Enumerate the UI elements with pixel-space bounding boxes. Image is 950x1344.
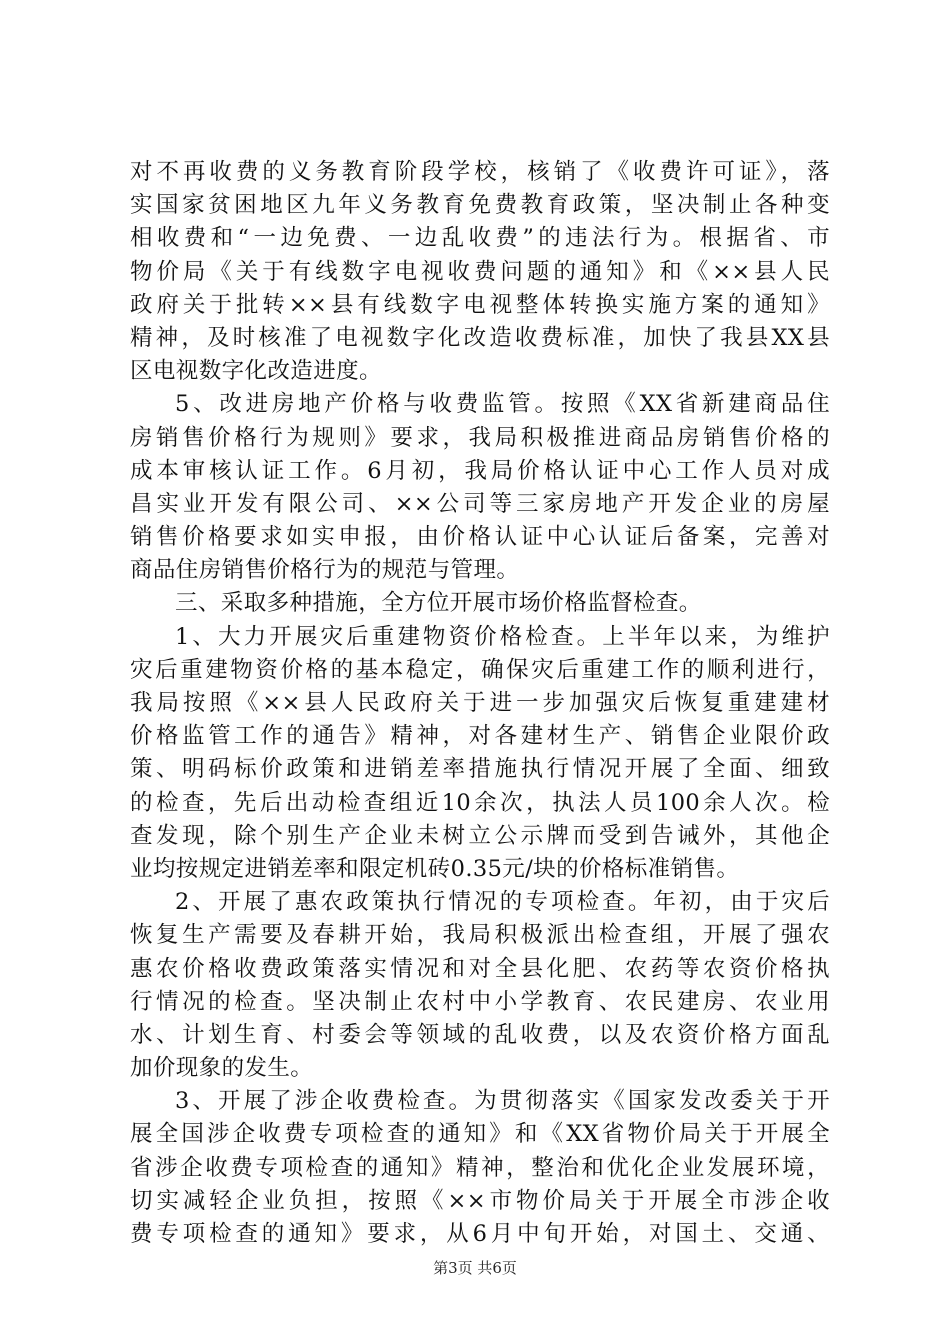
text-line: 政府关于批转××县有线数字电视整体转换实施方案的通知》 xyxy=(130,291,830,318)
text-line: 5、改进房地产价格与收费监管。按照《XX省新建商品住 xyxy=(175,391,830,418)
text-line: 的检查，先后出动检查组近10余次，执法人员100余人次。检 xyxy=(130,789,830,816)
text-line: 物价局《关于有线数字电视收费问题的通知》和《××县人民 xyxy=(130,258,830,285)
text-line: 1、大力开展灾后重建物资价格检查。上半年以来，为维护 xyxy=(175,623,830,650)
text-line: 区电视数字化改造进度。 xyxy=(130,358,382,385)
text-line: 2、开展了惠农政策执行情况的专项检查。年初，由于灾后 xyxy=(175,889,830,916)
document-body xyxy=(130,156,830,1251)
text-line: 房销售价格行为规则》要求，我局积极推进商品房销售价格的 xyxy=(130,424,830,451)
text-line: 价格监管工作的通告》精神，对各建材生产、销售企业限价政 xyxy=(130,723,830,750)
text-line: 商品住房销售价格行为的规范与管理。 xyxy=(130,557,520,584)
text-line: 业均按规定进销差率和限定机砖0.35元/块的价格标准销售。 xyxy=(130,855,740,882)
text-line: 行情况的检查。坚决制止农村中小学教育、农民建房、农业用 xyxy=(130,988,830,1015)
text-line: 精神，及时核准了电视数字化改造收费标准，加快了我县XX县 xyxy=(130,324,830,351)
text-line: 相收费和“一边免费、一边乱收费”的违法行为。根据省、市 xyxy=(130,225,830,252)
page-footer: 第3页 共6页 xyxy=(433,1259,517,1277)
text-line: 3、开展了涉企收费检查。为贯彻落实《国家发改委关于开 xyxy=(175,1088,830,1115)
text-line: 展全国涉企收费专项检查的通知》和《XX省物价局关于开展全 xyxy=(130,1121,830,1148)
text-line: 省涉企收费专项检查的通知》精神，整治和优化企业发展环境， xyxy=(130,1154,830,1181)
text-line: 销售价格要求如实申报，由价格认证中心认证后备案，完善对 xyxy=(130,524,830,551)
text-line: 加价现象的发生。 xyxy=(130,1055,314,1082)
text-line: 灾后重建物资价格的基本稳定，确保灾后重建工作的顺利进行， xyxy=(130,656,830,683)
text-line: 实国家贫困地区九年义务教育免费教育政策，坚决制止各种变 xyxy=(130,192,830,219)
text-line: 水、计划生育、村委会等领域的乱收费，以及农资价格方面乱 xyxy=(130,1021,830,1048)
text-line: 恢复生产需要及春耕开始，我局积极派出检查组，开展了强农 xyxy=(130,922,830,949)
text-line: 策、明码标价政策和进销差率措施执行情况开展了全面、细致 xyxy=(130,756,830,783)
text-line: 昌实业开发有限公司、××公司等三家房地产开发企业的房屋 xyxy=(130,490,830,517)
text-line: 查发现，除个别生产企业未树立公示牌而受到告诫外，其他企 xyxy=(130,822,830,849)
text-line: 对不再收费的义务教育阶段学校，核销了《收费许可证》，落 xyxy=(130,159,830,185)
text-line: 惠农价格收费政策落实情况和对全县化肥、农药等农资价格执 xyxy=(130,955,830,982)
text-line: 成本审核认证工作。6月初，我局价格认证中心工作人员对成 xyxy=(130,457,830,484)
text-line: 费专项检查的通知》要求，从6月中旬开始，对国土、交通、 xyxy=(130,1221,830,1247)
text-line: 我局按照《××县人民政府关于进一步加强灾后恢复重建建材 xyxy=(130,690,830,716)
text-line: 三、采取多种措施，全方位开展市场价格监督检查。 xyxy=(175,590,702,617)
text-line: 切实减轻企业负担，按照《××市物价局关于开展全市涉企收 xyxy=(130,1187,830,1214)
